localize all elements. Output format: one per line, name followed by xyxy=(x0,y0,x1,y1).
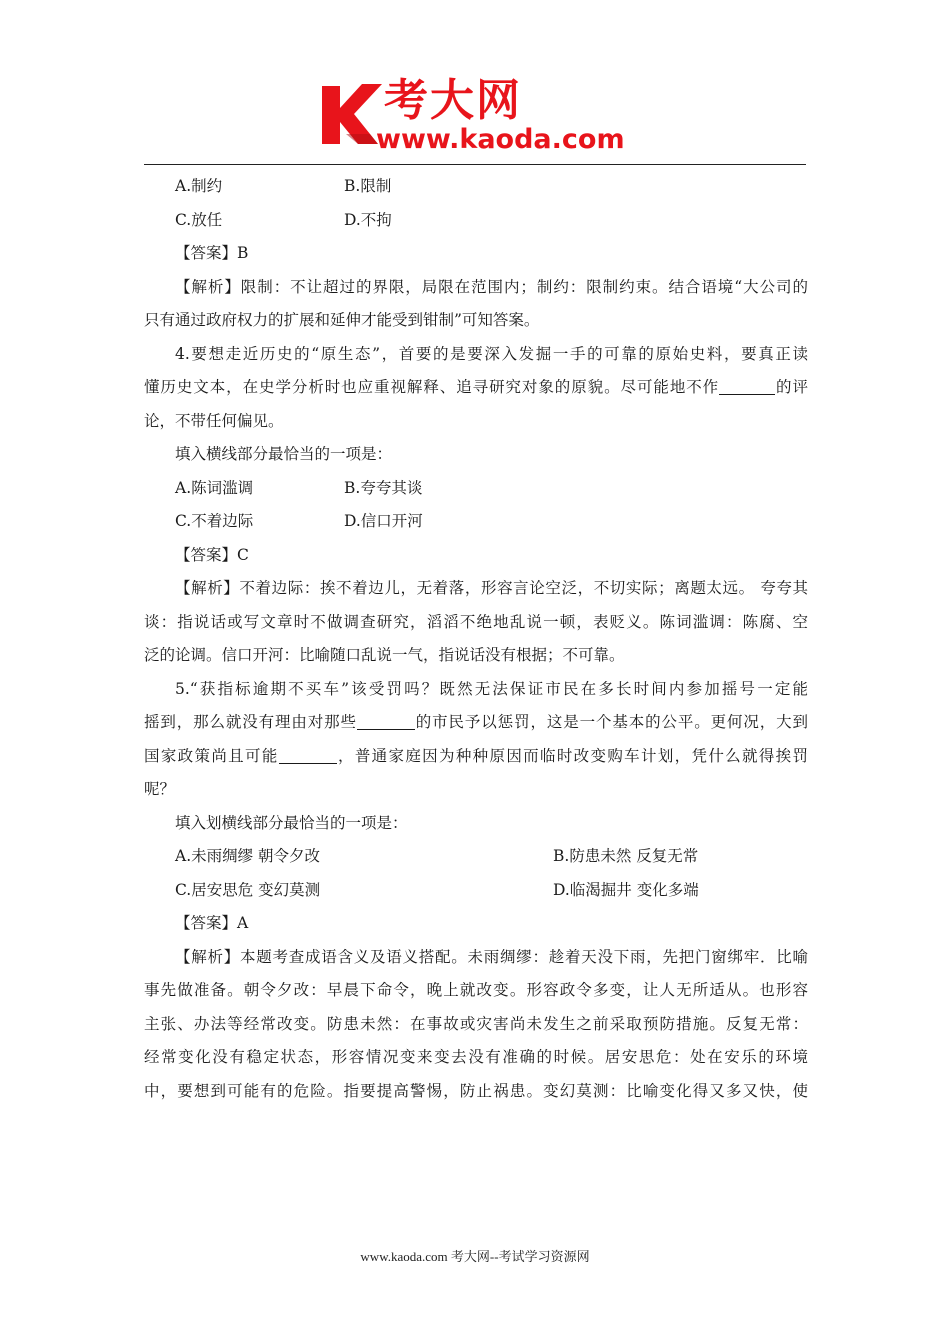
q3-options-row-2 xyxy=(144,204,808,238)
q5-options-row-2 xyxy=(144,874,808,908)
page-header xyxy=(0,0,950,165)
q3-option-a: A.制约 xyxy=(175,177,223,195)
q5-analysis-line-5: 中，要想到可能有的危险。指要提高警惕，防止祸患。变幻莫测：比喻变化得又多又快，使 xyxy=(144,1081,808,1100)
q5-stem-line-2b: 的市民予以惩罚，这是一个基本的公平。更何况，大到 xyxy=(414,713,808,731)
q4-stem-line-2b: 的评 xyxy=(775,378,808,396)
q5-stem xyxy=(144,673,808,807)
q5-prompt: 填入划横线部分最恰当的一项是： xyxy=(175,813,408,832)
q5-analysis-line-3: 主张、办法等经常改变。防患未然：在事故或灾害尚未发生之前采取预防措施。反复无常： xyxy=(144,1014,808,1033)
logo-url-text: www.kaoda.com xyxy=(376,124,625,155)
q4-blank xyxy=(719,378,775,395)
q4-answer: 【答案】C xyxy=(175,545,249,564)
q5-option-b: B.防患未然 反复无常 xyxy=(553,847,699,865)
header-divider xyxy=(144,164,806,165)
q4-option-a: A.陈词滥调 xyxy=(175,478,254,497)
q4-option-d: D.信口开河 xyxy=(344,512,423,530)
q5-stem-line-2a: 摇到，那么就没有理由对那些 xyxy=(144,713,357,731)
q5-analysis-line-4: 经常变化没有稳定状态，形容情况变来变去没有准确的时候。居安思危：处在安乐的环境 xyxy=(144,1048,808,1066)
document-body xyxy=(144,170,808,1108)
q3-analysis-line-2: 只有通过政府权力的扩展和延伸才能受到钳制”可知答案。 xyxy=(144,311,540,329)
q4-analysis-line-3: 泛的论调。信口开河：比喻随口乱说一气，指说话没有根据；不可靠。 xyxy=(144,646,625,664)
q4-analysis-line-1: 不着边际：挨不着边儿，无着落，形容言论空泛，不切实际；离题太远。 夸夸其 xyxy=(239,579,808,597)
q4-stem-line-3: 论，不带任何偏见。 xyxy=(144,411,284,430)
q3-analysis xyxy=(144,271,808,338)
page-footer xyxy=(0,1246,950,1265)
q4-prompt: 填入横线部分最恰当的一项是： xyxy=(175,445,393,463)
q5-option-a: A.未雨绸缪 朝令夕改 xyxy=(175,847,321,865)
q4-stem-line-2a: 懂历史文本，在史学分析时也应重视解释、追寻研究对象的原貌。尽可能地不作 xyxy=(144,378,720,396)
kaoda-logo[interactable] xyxy=(318,75,638,158)
q5-stem-line-1: 5.“获指标逾期不买车”该受罚吗？既然无法保证市民在多长时间内参加摇号一定能 xyxy=(175,679,808,698)
q4-options-row-1 xyxy=(144,472,808,506)
q3-option-d: D.不拘 xyxy=(344,210,392,229)
q4-option-c: C.不着边际 xyxy=(175,512,254,530)
q3-answer: 【答案】B xyxy=(175,244,249,262)
q5-answer: 【答案】A xyxy=(175,914,249,932)
q3-analysis-line-1: 限制：不让超过的界限，局限在范围内；制约：限制约束。结合语境“大公司的 xyxy=(240,277,808,296)
footer-text: www.kaoda.com 考大网--考试学习资源网 xyxy=(360,1249,590,1264)
q4-analysis xyxy=(144,572,808,673)
q3-analysis-label: 【解析】 xyxy=(175,277,241,296)
q5-analysis-line-2: 事先做准备。朝令夕改：早晨下命令，晚上就改变。形容政令多变，让人无所适从。也形容 xyxy=(144,981,808,999)
q5-stem-line-3b: ，普通家庭因为种种原因而临时改变购车计划，凭什么就得挨罚 xyxy=(336,746,808,765)
q4-stem-line-1: 4.要想走近历史的“原生态”，首要的是要深入发掘一手的可靠的原始史料，要真正读 xyxy=(175,344,808,363)
q5-option-d: D.临渴掘井 变化多端 xyxy=(553,880,699,899)
q3-option-c: C.放任 xyxy=(175,210,223,229)
q5-blank-2 xyxy=(279,747,337,764)
q5-analysis xyxy=(144,941,808,1109)
q4-analysis-line-2: 谈：指说话或写文章时不做调查研究，滔滔不绝地乱说一顿，表贬义。陈词滥调：陈腐、空 xyxy=(144,612,808,631)
q4-options-row-2 xyxy=(144,505,808,539)
q5-analysis-line-1: 本题考查成语含义及语义搭配。未雨绸缪：趁着天没下雨，先把门窗绑牢．比喻 xyxy=(240,947,808,966)
logo-brand-text: 考大网 xyxy=(384,75,522,126)
q5-option-c: C.居安思危 变幻莫测 xyxy=(175,880,321,899)
q5-stem-line-4: 呢？ xyxy=(144,780,176,798)
q3-option-b: B.限制 xyxy=(344,177,392,195)
q5-analysis-label: 【解析】 xyxy=(175,947,240,966)
q5-stem-line-3a: 国家政策尚且可能 xyxy=(144,746,279,765)
q5-options-row-1 xyxy=(144,840,808,874)
q4-option-b: B.夸夸其谈 xyxy=(344,478,423,497)
q5-blank-1 xyxy=(357,713,415,730)
q4-analysis-label: 【解析】 xyxy=(175,579,240,597)
q3-options-row-1 xyxy=(144,170,808,204)
q4-stem xyxy=(144,338,808,439)
